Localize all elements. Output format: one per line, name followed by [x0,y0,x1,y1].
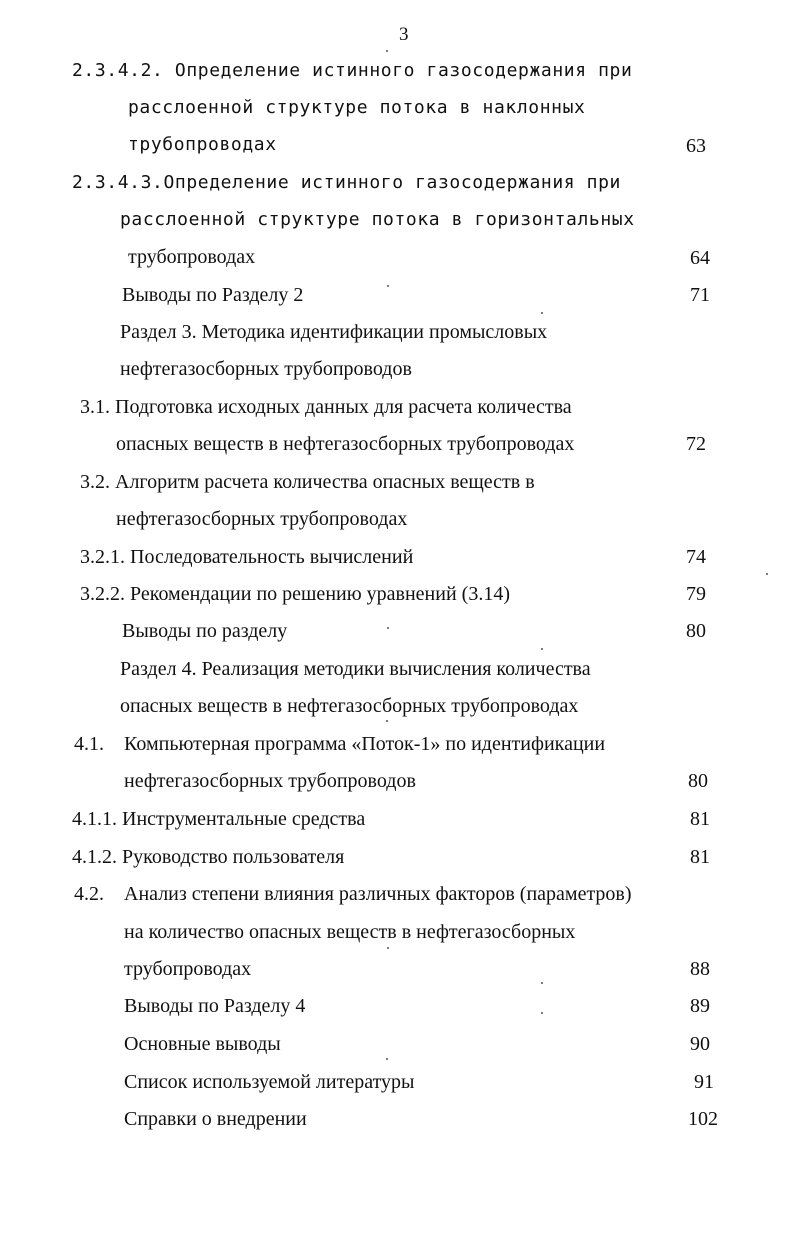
toc-entry-conclusions-2: Выводы по Разделу 2 [122,284,304,306]
toc-entry-main-conclusions: Основные выводы [124,1033,281,1055]
scan-speck [386,50,388,52]
toc-entry-2-3-4-2-line3: трубопроводах [128,134,277,155]
scan-speck [541,1012,543,1014]
toc-entry-4-1-number: 4.1. [74,733,104,755]
toc-entry-3-1-line2: опасных веществ в нефтегазосборных трубопроводах [116,433,575,455]
scan-speck [387,285,389,287]
toc-entry-2-3-4-3-line3: трубопроводах [128,246,256,268]
toc-entry-conclusions-3-page: 80 [686,620,706,642]
toc-entry-3-2-line1: 3.2. Алгоритм расчета количества опасных веществ в [80,471,535,493]
toc-entry-3-1-line1: 3.1. Подготовка исходных данных для расчета количества [80,396,572,418]
toc-entry-4-1-1-page: 81 [690,808,710,830]
toc-entry-conclusions-4: Выводы по Разделу 4 [124,995,306,1017]
scan-speck [386,720,388,722]
toc-entry-3-1-page: 72 [686,433,706,455]
toc-section-4-line1: Раздел 4. Реализация методики вычисления количества [120,658,591,680]
toc-entry-implementation-certificates: Справки о внедрении [124,1108,307,1130]
toc-entry-3-2-1: 3.2.1. Последовательность вычислений [80,546,414,568]
toc-entry-4-1-line2: нефтегазосборных трубопроводов [124,770,416,792]
toc-entry-4-2-line1: Анализ степени влияния различных факторов (параметров) [124,883,632,905]
toc-entry-2-3-4-3-line1: 2.3.4.3.Определение истинного газосодержания при [72,172,621,193]
toc-entry-4-1-line1: Компьютерная программа «Поток-1» по идентификации [124,733,606,755]
toc-entry-3-2-line2: нефтегазосборных трубопроводах [116,508,408,530]
toc-section-3-line1: Раздел 3. Методика идентификации промысловых [120,321,548,343]
toc-section-4-line2: опасных веществ в нефтегазосборных трубопроводах [120,695,579,717]
toc-entry-2-3-4-2-line2: расслоенной структуре потока в наклонных [128,97,586,118]
toc-entry-4-2-page: 88 [690,958,710,980]
toc-entry-4-1-2: 4.1.2. Руководство пользователя [72,846,345,868]
toc-entry-3-2-1-page: 74 [686,546,706,568]
toc-entry-2-3-4-3-page: 64 [690,247,710,269]
toc-entry-conclusions-2-page: 71 [690,284,710,306]
toc-entry-2-3-4-2-line1: 2.3.4.2. Определение истинного газосодержания при [72,60,633,81]
toc-entry-3-2-2: 3.2.2. Рекомендации по решению уравнений (3.14) [80,583,510,605]
scan-speck [541,982,543,984]
scan-speck [387,947,389,949]
scan-speck [541,312,543,314]
toc-entry-3-2-2-page: 79 [686,583,706,605]
page-number: 3 [399,24,409,45]
toc-entry-2-3-4-2-page: 63 [686,135,706,157]
toc-entry-2-3-4-3-line2: расслоенной структуре потока в горизонтальных [120,209,635,230]
toc-entry-4-2-line2: на количество опасных веществ в нефтегазосборных [124,921,576,943]
toc-entry-references-page: 91 [694,1071,714,1093]
toc-entry-references: Список используемой литературы [124,1071,415,1093]
scan-speck [766,573,768,575]
scan-speck [541,648,543,650]
toc-entry-4-1-1: 4.1.1. Инструментальные средства [72,808,366,830]
scan-speck [386,1058,388,1060]
toc-entry-4-1-2-page: 81 [690,846,710,868]
toc-entry-conclusions-4-page: 89 [690,995,710,1017]
toc-entry-4-1-page: 80 [688,770,708,792]
scan-speck [387,627,389,629]
toc-entry-4-2-line3: трубопроводах [124,958,252,980]
toc-section-3-line2: нефтегазосборных трубопроводов [120,358,412,380]
toc-entry-implementation-certificates-page: 102 [688,1108,718,1130]
toc-entry-conclusions-3: Выводы по разделу [122,620,288,642]
toc-entry-main-conclusions-page: 90 [690,1033,710,1055]
toc-entry-4-2-number: 4.2. [74,883,104,905]
